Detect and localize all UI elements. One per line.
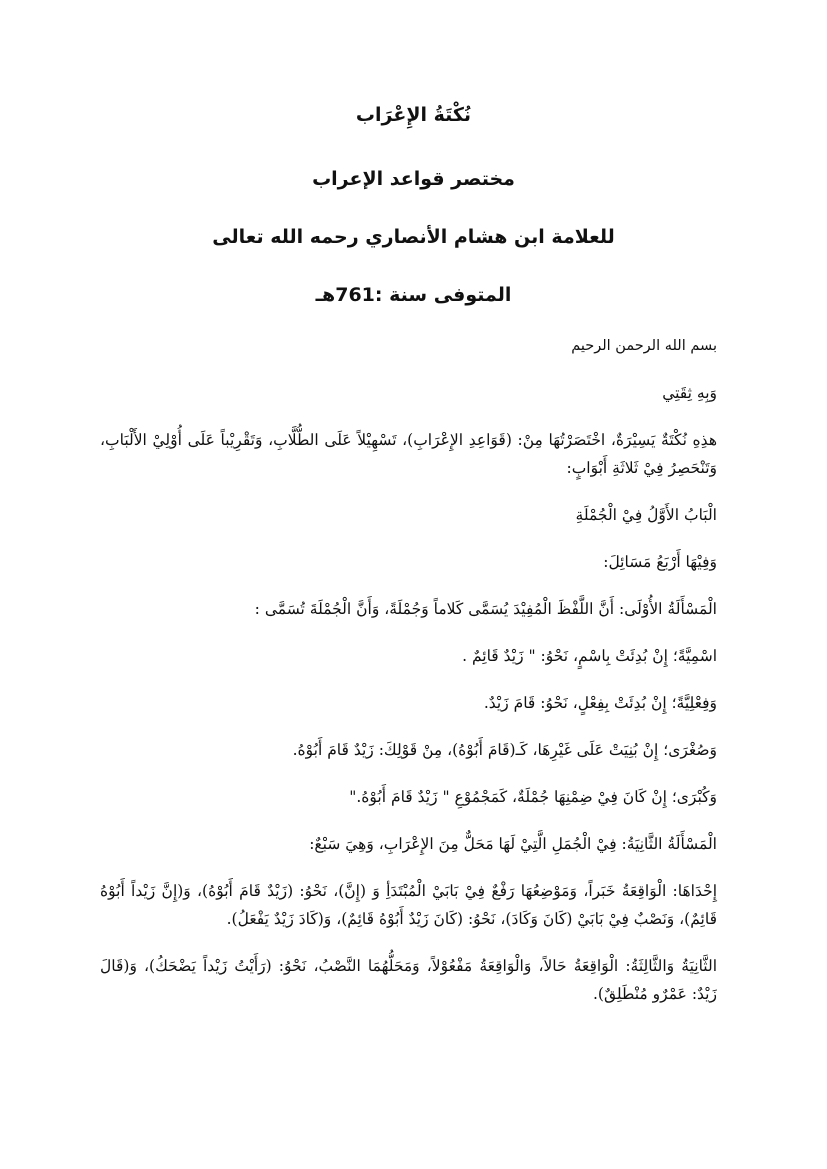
author-line: للعلامة ابن هشام الأنصاري رحمه الله تعالى [212,226,615,248]
chapter-heading: الْبَابُ الأَوَّلُ فِيْ الْجُمْلَةِ [575,506,717,524]
chapter-intro: وَفِيْهَا أَرْبَعُ مَسَائِلَ: [603,553,717,571]
death-year-line: المتوفى سنة :761هـ [315,284,512,306]
major-sentence-paragraph: وَكُبْرَى؛ إِنْ كَانَ فِيْ ضِمْنِهَا جُمْلَةٌ، كَمَجْمُوْعِ " زَيْدٌ قَامَ أَبُوْهُ." [349,788,717,806]
document-body [100,332,717,1027]
first-type-paragraph: إِحْدَاهَا: الْوَاقِعَةُ خَبَراً، وَمَوْضِعُهَا رَفْعٌ فِيْ بَابَيْ الْمُبْتَدَأِ وَ (إِنَّ)، نَحْوُ: (زَيْدٌ قَامَ أَبُوْهُ)، وَ(إِنَّ زَيْداً أَبُوْهُ قَائِمٌ)، وَنَصْبٌ فِيْ بَابَيْ (كَانَ وَكَادَ)، نَحْوُ: (كَانَ زَيْدٌ أَبُوْهُ قَائِمٌ)، وَ(كَادَ زَيْدٌ يَفْعَلُ). [100,882,717,928]
document-title: نُكْتَةُ الإِعْرَاب [355,104,472,126]
intro-paragraph: هذِهِ نُكْتَةٌ يَسِيْرَةٌ، اخْتَصَرْتُهَا مِنْ: (قَوَاعِدِ الإِعْرَابِ)، تَسْهِيْلاً عَلَى الطُّلَّابِ، وَتَقْرِيْباً عَلَى أُوْلِيْ الأَلْبَابِ، وَتَنْحَصِرُ فِيْ ثَلاثَةِ أَبْوَابٍ: [100,431,717,477]
minor-sentence-paragraph: وَصُغْرَى؛ إِنْ بُنِيَتْ عَلَى غَيْرِهَا، كَـ(قَامَ أَبُوْهُ)، مِنْ قَوْلِكَ: زَيْدٌ قَامَ أَبُوْهُ. [292,741,717,759]
document-subtitle: مختصر قواعد الإعراب [312,168,515,190]
second-third-type-paragraph: الثَّانِيَةُ وَالثَّالِثَةُ: الْوَاقِعَةُ حَالاً، وَالْوَاقِعَةُ مَفْعُوْلاً، وَمَحَلُّهُمَا النَّصْبُ، نَحْوُ: (رَأَيْتُ زَيْداً يَضْحَكُ)، وَ(قَالَ زَيْدٌ: عَمْرٌو مُنْطَلِقٌ). [100,957,717,1003]
issue-two-paragraph: الْمَسْأَلَةُ الثَّانِيَةُ: فِيْ الْجُمَلِ الَّتِيْ لَهَا مَحَلٌّ مِنَ الإِعْرَابِ، وَهِيَ سَبْعٌ: [309,835,717,853]
issue-one-paragraph: الْمَسْأَلَةُ الأُوْلَى: أَنَّ اللَّفْظَ الْمُفِيْدَ يُسَمَّى كَلاماً وَجُمْلَةً، وَأَنَّ الْجُمْلَةَ تُسَمَّى : [254,600,717,618]
nominal-sentence-paragraph: اسْمِيَّةً؛ إِنْ بُدِئَتْ بِاسْمٍ، نَحْوُ: " زَيْدٌ قَائِمٌ . [462,647,717,665]
invocation: وَبِهِ ثِقَتِي [662,384,717,402]
verbal-sentence-paragraph: وَفِعْلِيَّةً؛ إِنْ بُدِئَتْ بِفِعْلٍ، نَحْوُ: قَامَ زَيْدٌ. [483,694,717,712]
basmala: بسم الله الرحمن الرحيم [571,338,717,354]
